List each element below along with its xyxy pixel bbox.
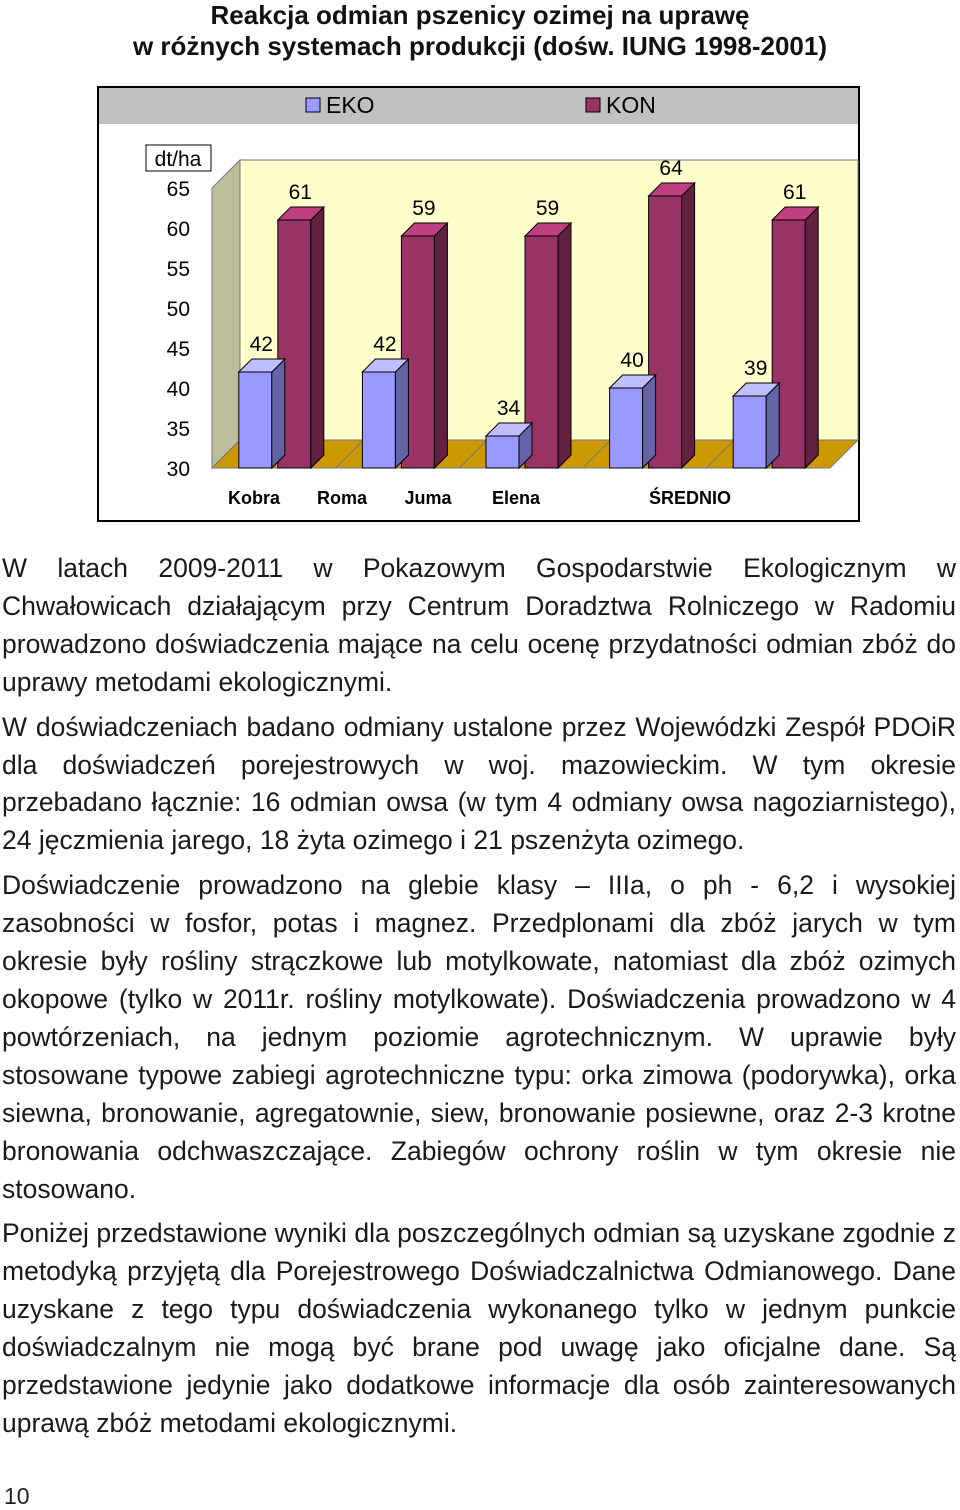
bar-kon-side [805, 207, 818, 468]
y-tick-label: 30 [166, 458, 190, 481]
data-label: 42 [249, 333, 273, 356]
x-tick-label: Elena [491, 488, 541, 508]
bar-eko-side [395, 359, 408, 468]
chart-title-line-2: w różnych systemach produkcji (dośw. IUNG 1998-2001) [132, 31, 828, 61]
legend-swatch [306, 98, 320, 112]
legend-label: KON [606, 92, 656, 118]
paragraph-2: W doświadczeniach badano odmiany ustalone przez Wojewódzki Zespół PDOiR dla doświadczeń porejestrowych w woj. mazowieckim. W tym okresie przebadano łącznie: 16 odmian owsa (w tym 4 odmiany owsa nagoziarnistego), 24 jęczmienia jarego, 18 żyta ozimego i 21 pszenżyta ozimego. [2, 711, 956, 856]
bar-kon-side [682, 183, 695, 468]
body-text [2, 550, 956, 1450]
y-tick-label: 35 [166, 418, 190, 441]
data-label: 59 [412, 197, 436, 220]
bar-eko-front [610, 388, 643, 468]
bar-eko-front [733, 396, 766, 468]
bar-chart [0, 80, 960, 530]
bar-eko-side [766, 383, 779, 468]
bar-kon-side [434, 223, 447, 468]
bar-eko-side [272, 359, 285, 468]
data-label: 61 [783, 181, 807, 204]
data-label: 40 [620, 349, 644, 372]
x-tick-label: Kobra [227, 488, 281, 508]
y-tick-label: 45 [166, 338, 190, 361]
data-label: 61 [288, 181, 312, 204]
y-tick-label: 60 [166, 218, 190, 241]
legend-swatch [586, 98, 600, 112]
bar-kon-side [311, 207, 324, 468]
bar-kon-side [558, 223, 571, 468]
bar-eko-side [643, 375, 656, 468]
bar-eko-front [239, 372, 272, 468]
legend-label: EKO [326, 92, 375, 118]
chart-title-line-1: Reakcja odmian pszenicy ozimej na uprawę [210, 0, 750, 30]
data-label: 59 [535, 197, 560, 220]
data-label: 42 [373, 333, 397, 356]
bar-eko-front [486, 436, 519, 468]
chart-title [0, 0, 960, 62]
y-axis-label: dt/ha [154, 148, 202, 171]
paragraph-4: Poniżej przedstawione wyniki dla poszczególnych odmian są uzyskane zgodnie z metodyką przyjętą dla Porejestrowego Doświadczalnictwa Odmianowego. Dane uzyskane z tego typu doświadczenia wykonanego tylko w jednym punkcie doświadczalnym nie mogą być brane pod uwagę jako oficjalne dane. Są przedstawione jedynie jako dodatkowe informacje dla osób zainteresowanych uprawą zbóż metodami ekologicznymi. [2, 1218, 956, 1438]
y-tick-label: 55 [166, 258, 190, 281]
bar-eko-front [362, 372, 395, 468]
y-tick-label: 40 [166, 378, 190, 401]
data-label: 39 [744, 357, 768, 380]
paragraph-1: W latach 2009-2011 w Pokazowym Gospodarstwie Ekologicznym w Chwałowicach działającym przy Centrum Doradztwa Rolniczego w Radomiu prowadzono doświadczenia mające na celu ocenę przydatności odmian zbóż do uprawy metodami ekologicznymi. [2, 553, 956, 697]
paragraph-3: Doświadczenie prowadzono na glebie klasy – IIIa, o ph - 6,2 i wysokiej zasobności w fosfor, potas i magnez. Przedplonami dla zbóż jarych w tym okresie były rośliny strączkowe lub motylkowate, natomiast dla zbóż ozimych okopowe (tylko w 2011r. rośliny motylkowate). Doświadczenia prowadzono w 4 powtórzeniach, na jednym poziomie agrotechnicznym. W uprawie były stosowane typowe zabiegi agrotechniczne typu: orka zimowa (podorywka), orka siewna, bronowanie, agregatownie, siew, bronowanie posiewne, oraz 2-3 krotne bronowania odchwaszczające. Zabiegów ochrony roślin w tym okresie nie stosowano. [2, 870, 956, 1204]
data-label: 64 [659, 157, 683, 180]
legend-band [99, 88, 858, 124]
plot-side-wall [212, 160, 240, 468]
data-label: 34 [496, 397, 521, 420]
x-tick-label: ŚREDNIO [648, 488, 732, 508]
x-tick-label: Roma [316, 488, 368, 508]
page-number: 10 [4, 1483, 30, 1509]
x-tick-label: Juma [404, 488, 452, 508]
y-tick-label: 65 [166, 178, 190, 201]
y-tick-label: 50 [166, 298, 190, 321]
